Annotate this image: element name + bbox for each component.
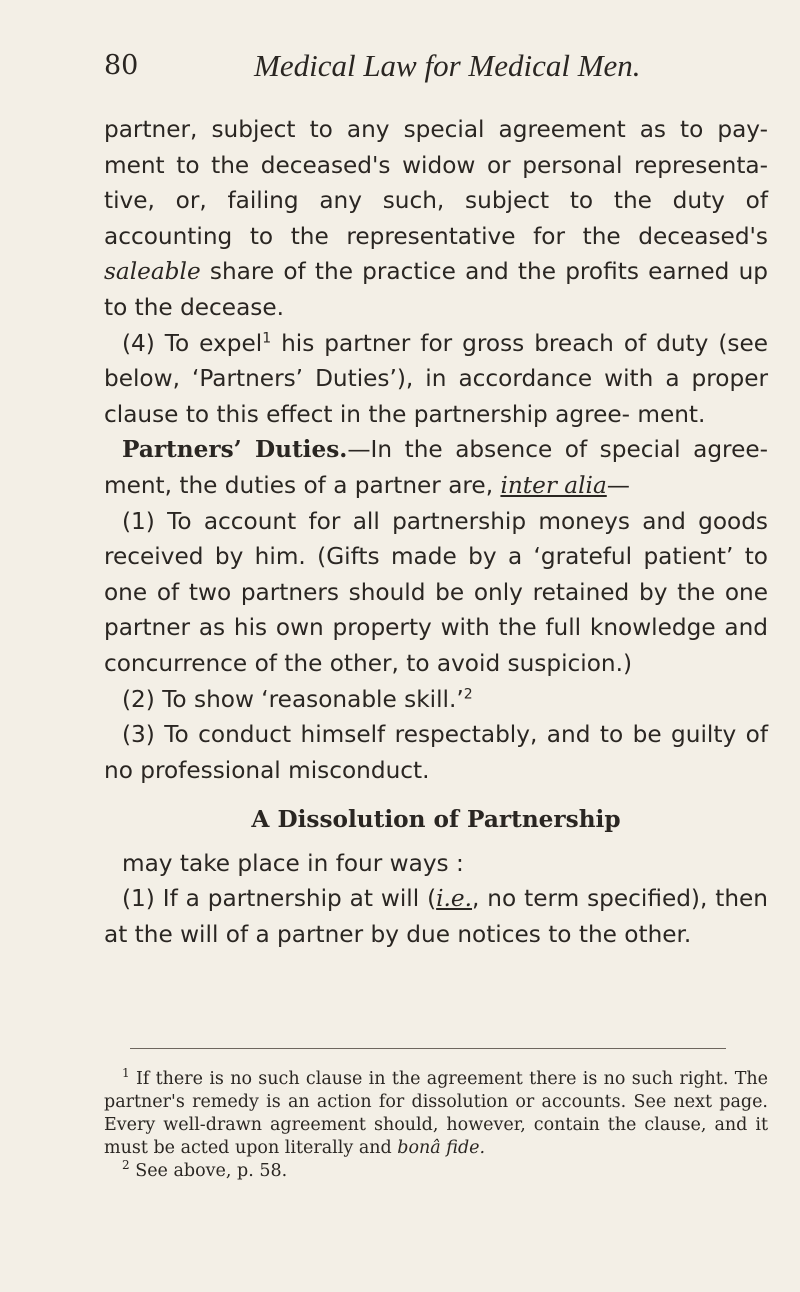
paragraph-text: , no term specified), then at the will of a partner by due notices to the other. (104, 885, 768, 949)
paragraph (104, 326, 768, 433)
paragraph-text: may take place in four ways : (122, 849, 464, 877)
footnotes (104, 1068, 768, 1183)
paragraph-text: (4) To expel (122, 329, 263, 357)
paragraph (104, 846, 768, 882)
footnote-text: If there is no such clause in the agreement there is no such right. The partner's remedy is an action for dissolution or accounts. See next page. Every well-drawn agreement should, however, contain the clause, and it must be acted upon literally and (104, 1069, 768, 1158)
page-number: 80 (104, 50, 139, 81)
paragraph-text: his partner for gross breach of duty (see below, ‘Partners’ Duties’), in accordance with a proper clause to this effect in the partnership agree- ment. (104, 329, 768, 428)
italic-term: bonâ fide. (397, 1138, 486, 1158)
paragraph-text: (2) To show ‘reasonable skill.’ (122, 685, 464, 713)
paragraph-text: — (606, 471, 630, 499)
body-text (104, 112, 768, 953)
paragraph-text: —In the absence of special agree- ment, the duties of a partner are, (104, 436, 768, 499)
paragraph-text: (1) If a partnership at will ( (122, 885, 437, 913)
footnote-divider (130, 1048, 726, 1049)
paragraph-text: share of the practice and the profits earned up to the decease. (104, 258, 768, 321)
footnote-ref: 1 (262, 329, 272, 346)
page-header (104, 50, 704, 94)
paragraph (104, 682, 768, 718)
footnote (104, 1160, 768, 1183)
footnote-ref: 2 (463, 685, 473, 702)
footnote (104, 1068, 768, 1160)
footnote-text: See above, p. 58. (129, 1161, 288, 1181)
paragraph (104, 504, 768, 682)
paragraph (104, 717, 768, 788)
paragraph-text: (1) To account for all partnership moneys and goods received by him. (Gifts made by a ‘grateful patient’ to one of two partners should be only retained by the one partner as his own property with the full knowledge and concurrence of the other, to avoid suspicion.) (104, 507, 768, 677)
italic-term: saleable (104, 258, 201, 286)
section-heading: A Dissolution of Partnership (251, 806, 621, 834)
paragraph-text: (3) To conduct himself respectably, and to be guilty of no professional misconduct. (104, 721, 768, 784)
footnote-number: 2 (122, 1158, 130, 1173)
paragraph (104, 432, 768, 503)
paragraph (104, 881, 768, 952)
inline-heading: Partners’ Duties. (122, 436, 348, 464)
footnote-number: 1 (122, 1066, 130, 1081)
running-title: Medical Law for Medical Men. (254, 48, 641, 83)
italic-term: i.e. (436, 885, 473, 913)
italic-term: inter alia (500, 471, 607, 499)
paragraph (104, 112, 768, 326)
paragraph-text: partner, subject to any special agreement as to pay- ment to the deceased's widow or personal representa- tive, or, failing any such, subject to the duty of accounting to the representative for the deceased's (104, 116, 768, 250)
